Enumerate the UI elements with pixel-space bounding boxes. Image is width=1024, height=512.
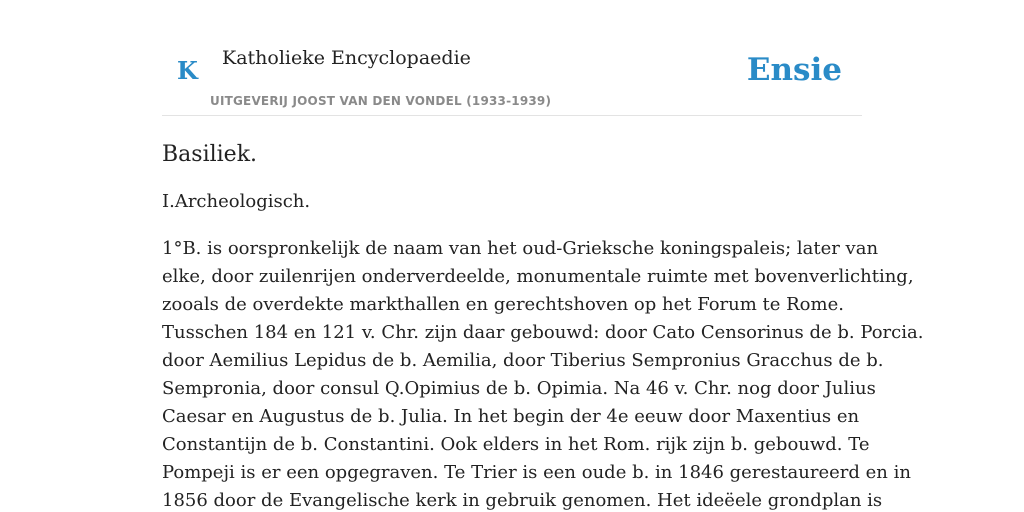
body-line: zooals de overdekte markthallen en gerechtshoven op het Forum te Rome. [162,294,844,315]
site-header [162,0,862,116]
article-body [162,235,924,512]
body-line: Constantijn de b. Constantini. Ook elders in het Rom. rijk zijn b. gebouwd. Te [162,434,870,455]
body-line: 1°B. is oorspronkelijk de naam van het oud-Grieksche koningspaleis; later van [162,238,879,259]
logo-k-icon[interactable]: K [177,56,198,85]
body-line: elke, door zuilenrijen onderverdeelde, monumentale ruimte met bovenverlichting, [162,266,914,287]
publication-title[interactable]: Katholieke Encyclopaedie [222,47,471,69]
body-line: Caesar en Augustus de b. Julia. In het begin der 4e eeuw door Maxentius en [162,406,860,427]
body-line: door Aemilius Lepidus de b. Aemilia, door Tiberius Sempronius Gracchus de b. [162,350,884,371]
brand-logo-link[interactable]: Ensie [746,52,842,88]
body-line: Sempronia, door consul Q.Opimius de b. Opimia. Na 46 v. Chr. nog door Julius [162,378,876,399]
body-line: Pompeji is er een opgegraven. Te Trier is een oude b. in 1846 gerestaureerd en in [162,462,911,483]
section-heading: I.Archeologisch. [162,191,311,212]
body-line: 1856 door de Evangelische kerk in gebruik genomen. Het ideëele grondplan is [162,490,883,511]
article-title: Basiliek. [162,142,258,167]
body-line: Tusschen 184 en 121 v. Chr. zijn daar gebouwd: door Cato Censorinus de b. Porcia. [162,322,924,343]
publisher-subtitle: UITGEVERIJ JOOST VAN DEN VONDEL (1933-1939) [210,94,552,108]
article [162,138,924,512]
